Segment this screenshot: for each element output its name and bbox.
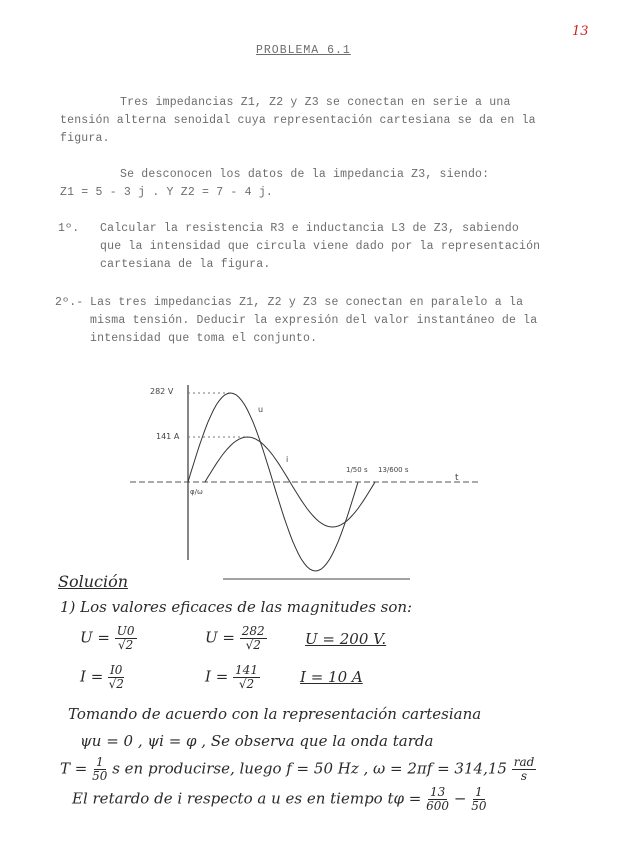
solution-line: ψu = 0 , ψi = φ , Se observa que la onda tarda xyxy=(80,732,434,750)
question-line: misma tensión. Deducir la expresión del valor instantáneo de la xyxy=(90,314,538,327)
i-lhs: I = xyxy=(80,667,104,686)
i-peak-label: 141 A xyxy=(156,432,180,441)
t1-label: 1/50 s xyxy=(346,466,368,474)
solution-heading: Solución xyxy=(58,572,129,591)
question-line: que la intensidad que circula viene dado por la representación xyxy=(100,240,541,253)
period-lhs: T = xyxy=(60,759,88,778)
delay-line xyxy=(72,786,486,813)
u-rms-value xyxy=(205,625,267,652)
u-peak-label: 282 V xyxy=(150,387,174,396)
i-value-lhs: I = xyxy=(205,667,229,686)
question-line: Calcular la resistencia R3 e inductancia L3 de Z3, sabiendo xyxy=(100,222,519,235)
statement-line: tensión alterna senoidal cuya representación cartesiana se da en la xyxy=(60,114,536,127)
delay-num1: 13 xyxy=(429,785,446,799)
u-rms-formula xyxy=(80,625,137,652)
solution-line: Tomando de acuerdo con la representación cartesiana xyxy=(68,705,482,723)
u-value-den: √2 xyxy=(245,638,261,652)
page-number: 13 xyxy=(572,24,589,39)
i-rms-value xyxy=(205,664,260,691)
period-num: 1 xyxy=(95,755,104,769)
i-curve-label: i xyxy=(286,455,289,464)
i-rms-formula xyxy=(80,664,124,691)
u-value-num: 282 xyxy=(241,624,265,638)
solution-line: 1) Los valores eficaces de las magnitudes son: xyxy=(60,598,413,616)
question-line: Las tres impedancias Z1, Z2 y Z3 se conectan en paralelo a la xyxy=(90,296,524,309)
t2-label: 13/600 s xyxy=(378,466,409,474)
statement-line: Se desconocen los datos de la impedancia Z3, siendo: xyxy=(120,168,490,181)
statement-line: Tres impedancias Z1, Z2 y Z3 se conectan en serie a una xyxy=(120,96,511,109)
u-den: √2 xyxy=(118,638,134,652)
statement-line: figura. xyxy=(60,132,110,145)
u-value-lhs: U = xyxy=(205,628,235,647)
period-den: 50 xyxy=(92,769,108,783)
u-result: U = 200 V. xyxy=(305,630,387,648)
i-result: I = 10 A xyxy=(300,668,363,686)
question-line: intensidad que toma el conjunto. xyxy=(90,332,318,345)
period-line xyxy=(60,756,536,783)
u-lhs: U = xyxy=(80,628,110,647)
delay-text: El retardo de i respecto a u es en tiempo tφ = xyxy=(72,789,422,808)
i-num: I0 xyxy=(110,663,123,677)
question-line: cartesiana de la figura. xyxy=(100,258,271,271)
u-curve-label: u xyxy=(258,405,264,414)
delay-num2: 1 xyxy=(475,785,483,799)
statement-line: Z1 = 5 - 3 j . Y Z2 = 7 - 4 j. xyxy=(60,186,274,199)
t-axis-label: t xyxy=(455,473,459,483)
question-number: 2º.- xyxy=(55,296,84,309)
phase-label: φ/ω xyxy=(190,488,203,496)
delay-den1: 600 xyxy=(426,799,450,813)
problem-title: PROBLEMA 6.1 xyxy=(256,44,351,57)
question-number: 1º. xyxy=(58,222,80,235)
period-text: s en producirse, luego f = 50 Hz , ω = 2πf = 314,15 xyxy=(112,759,507,778)
delay-den2: 50 xyxy=(471,799,487,813)
i-value-num: 141 xyxy=(235,663,258,677)
u-num: U0 xyxy=(116,624,135,638)
unit-den: s xyxy=(520,769,528,783)
delay-minus: − xyxy=(453,789,467,808)
i-den: √2 xyxy=(108,677,124,691)
unit-num: rad xyxy=(513,755,535,769)
i-value-den: √2 xyxy=(238,677,255,691)
